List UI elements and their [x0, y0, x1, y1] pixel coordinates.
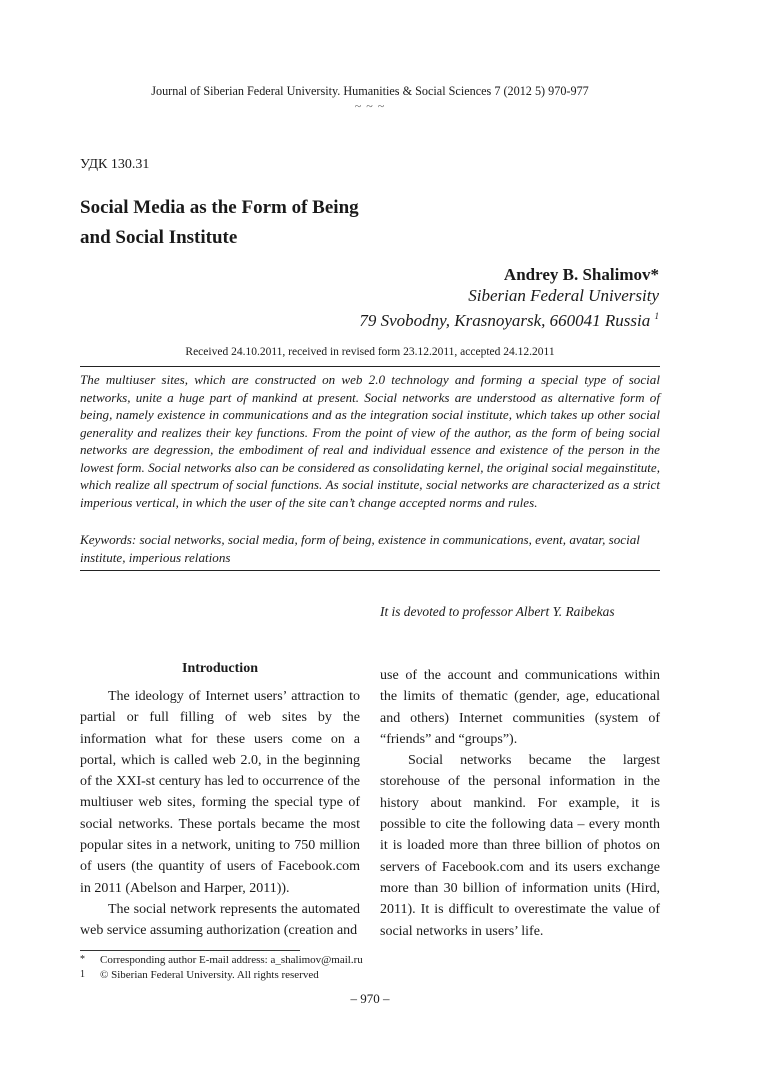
footnote-text: Corresponding author E-mail address: a_shalimov@mail.ru	[100, 954, 363, 966]
divider-bottom	[80, 570, 660, 571]
footnote-divider	[80, 950, 300, 951]
author-block	[359, 264, 659, 331]
footnote-mark: 1	[80, 968, 85, 980]
received-dates: Received 24.10.2011, received in revised form 23.12.2011, accepted 24.12.2011	[185, 346, 555, 358]
page-number: – 970 –	[350, 991, 390, 1006]
journal-header: Journal of Siberian Federal University. Humanities & Social Sciences 7 (2012 5) 970-977	[151, 84, 589, 98]
abstract: The multiuser sites, which are constructed on web 2.0 technology and forming a special type of social networks, unite a huge part of mankind at present. Social networks are understood as alternative form of being, namely existence in communications and as the integration social institute, which takes up other social generality and realizes their key functions. From the point of view of the author, as the form of being social networks are degression, the embodiment of real and individual essence and existence of the person in the lowest form. Social networks also can be considered as consolidating kernel, the original social megainstitute, which realize all spectrum of social functions. As social institute, social networks are characterized as a strict imperious vertical, in which the user of the site can’t change accepted norms and rules.	[80, 372, 660, 510]
footnote-text: © Siberian Federal University. All rights reserved	[100, 968, 319, 981]
title-line-2: and Social Institute	[80, 227, 238, 248]
paragraph: The social network represents the automated web service assuming authorization (creation and	[80, 901, 360, 939]
title-line-1: Social Media as the Form of Being	[80, 197, 359, 218]
article-title	[80, 193, 500, 253]
keywords: Keywords: social networks, social media, form of being, existence in communications, event, avatar, social institute, imperious relations	[80, 532, 640, 565]
paragraph: The ideology of Internet users’ attraction to partial or full filling of web sites by the information what for these users come on a portal, which is called web 2.0, in the beginning of the XXI-st century has led to occurrence of the multiuser web sites, forming the special type of social networks. These portals became the most popular sites in a network, uniting to 750 million of users (the quantity of users of Facebook.com in 2011 (Abelson and Harper, 2011)).	[80, 689, 360, 896]
udk-code: УДК 130.31	[80, 157, 150, 172]
footnote	[80, 968, 680, 983]
author-name: Andrey B. Shalimov*	[503, 265, 659, 284]
header-separator: ~ ~ ~	[354, 99, 386, 113]
paragraph: use of the account and communications within the limits of thematic (gender, age, educational and others) Internet communities (system of “friends” and “groups”).	[380, 668, 660, 747]
divider-top	[80, 366, 660, 367]
author-address-line	[359, 306, 659, 331]
footnote	[80, 953, 680, 968]
author-address: 79 Svobodny, Krasnoyarsk, 660041 Russia	[359, 311, 651, 330]
footnote-ref: 1	[654, 311, 659, 321]
author-affiliation: Siberian Federal University	[468, 286, 659, 305]
column-left	[80, 686, 360, 942]
column-right	[380, 665, 660, 942]
section-heading-introduction: Introduction	[182, 661, 258, 676]
paragraph: Social networks became the largest storehouse of the personal information in the history about mankind. For example, it is possible to cite the following data – every month it is loaded more than three billion of photos on servers of Facebook.com and its users exchange more than 30 billion of information units (Hird, 2011). It is difficult to overestimate the value of social networks in users’ life.	[380, 753, 660, 939]
dedication: It is devoted to professor Albert Y. Raibekas	[380, 604, 615, 619]
footnotes	[80, 953, 680, 982]
footnote-mark: *	[80, 954, 85, 965]
